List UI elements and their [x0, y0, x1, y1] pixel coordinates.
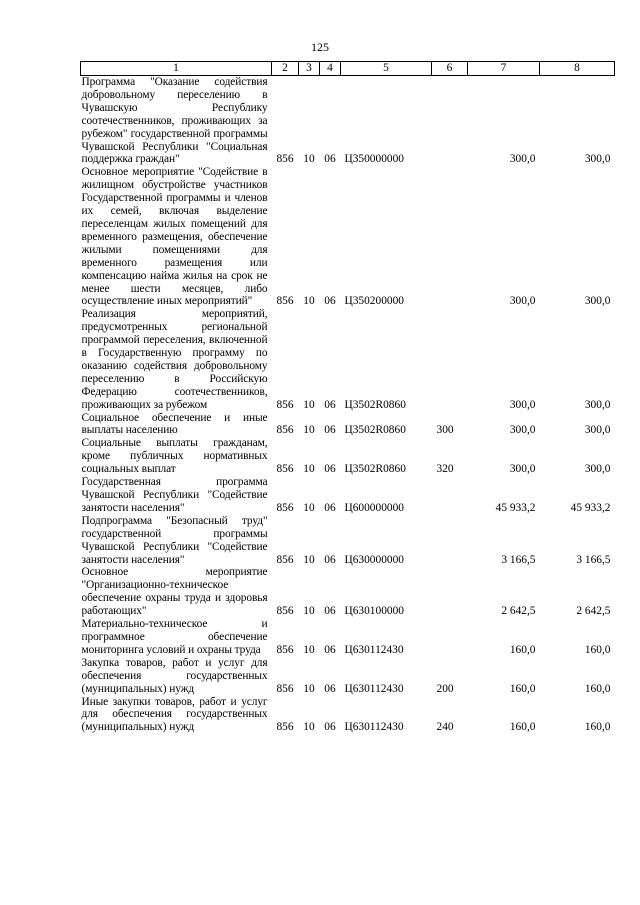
row-section-code: 10: [303, 721, 315, 734]
table-row: [81, 76, 615, 167]
row-section-code: 10: [303, 605, 315, 618]
row-subsection-code: 06: [324, 501, 336, 514]
header-col-6: 6: [432, 62, 468, 76]
row-ministry-code: 856: [276, 721, 294, 734]
row-subsection-code: 06: [324, 398, 336, 411]
row-target-article: Ц3502R0860: [344, 463, 406, 476]
header-col-3: 3: [299, 62, 320, 76]
row-name: Основное мероприятие "Организационно-техническое обеспечение охраны труда и здоровья работающих": [81, 566, 268, 618]
row-name: Реализация мероприятий, предусмотренных региональной программой переселения, включенной в Государственную программу по оказанию содействия добровольному переселению в Российскую Федерацию соотечественников, проживающих за рубежом: [81, 308, 268, 411]
row-sum-year-1: 300,0: [509, 424, 536, 437]
row-expense-type: [432, 76, 468, 167]
table-row: [81, 515, 615, 567]
row-expense-type: [432, 515, 468, 567]
row-sum-year-1: 300,0: [509, 153, 536, 166]
row-name: Основное мероприятие "Содействие в жилищном обустройстве участников Государственной программы и членов их семей, включая выделение переселенцам жилых помещений для временного размещения, обеспечение жилыми помещениями для временного размещения или компенсацию найма жилья на срок не менее шести месяцев, либо осуществление иных мероприятий": [81, 166, 268, 308]
row-target-article: Ц3502R0860: [344, 398, 406, 411]
row-target-article: Ц350200000: [344, 295, 404, 308]
row-ministry-code: 856: [276, 463, 294, 476]
row-ministry-code: 856: [276, 295, 294, 308]
row-subsection-code: 06: [324, 682, 336, 695]
row-section-code: 10: [303, 424, 315, 437]
row-name: Социальные выплаты гражданам, кроме публичных нормативных социальных выплат: [81, 437, 268, 476]
row-name: Иные закупки товаров, работ и услуг для обеспечения государственных (муниципальных) нужд: [81, 695, 268, 734]
row-name: Программа "Оказание содействия добровольному переселению в Чувашскую Республику соотечественников, проживающих за рубежом" государственной программы Чувашской Республики "Социальная поддержка граждан": [81, 76, 268, 166]
row-section-code: 10: [303, 553, 315, 566]
row-section-code: 10: [303, 682, 315, 695]
row-sum-year-1: 160,0: [509, 682, 536, 695]
row-sum-year-2: 2 642,5: [576, 605, 611, 618]
row-section-code: 10: [303, 295, 315, 308]
row-ministry-code: 856: [276, 643, 294, 656]
row-section-code: 10: [303, 398, 315, 411]
row-section-code: 10: [303, 153, 315, 166]
row-name: Государственная программа Чувашской Республики "Содействие занятости населения": [81, 476, 268, 514]
header-col-7: 7: [468, 62, 540, 76]
row-target-article: Ц630000000: [344, 553, 404, 566]
row-subsection-code: 06: [324, 721, 336, 734]
table-row: [81, 657, 615, 696]
row-target-article: Ц630100000: [344, 605, 404, 618]
header-col-5: 5: [341, 62, 432, 76]
row-sum-year-1: 45 933,2: [495, 501, 536, 514]
row-sum-year-1: 2 642,5: [501, 605, 536, 618]
row-expense-type: 300: [436, 424, 454, 437]
row-target-article: Ц630112430: [344, 643, 404, 656]
row-sum-year-2: 300,0: [584, 424, 611, 437]
row-section-code: 10: [303, 501, 315, 514]
table-header-row: [81, 62, 615, 76]
row-subsection-code: 06: [324, 295, 336, 308]
row-sum-year-2: 300,0: [584, 463, 611, 476]
row-expense-type: [432, 166, 468, 308]
table-row: [81, 566, 615, 618]
row-target-article: Ц630112430: [344, 682, 404, 695]
row-ministry-code: 856: [276, 605, 294, 618]
row-ministry-code: 856: [276, 553, 294, 566]
row-target-article: Ц3502R0860: [344, 424, 406, 437]
page-number: 125: [311, 40, 329, 54]
row-name: Закупка товаров, работ и услуг для обеспечения государственных (муниципальных) нужд: [81, 656, 268, 695]
table-row: [81, 308, 615, 411]
row-expense-type: 320: [436, 463, 454, 476]
row-name: Социальное обеспечение и иные выплаты населению: [81, 411, 268, 437]
row-expense-type: 240: [436, 721, 454, 734]
table-row: [81, 412, 615, 438]
row-sum-year-1: 300,0: [509, 463, 536, 476]
row-name: Подпрограмма "Безопасный труд" государственной программы Чувашской Республики "Содействие занятости населения": [81, 514, 268, 566]
row-sum-year-2: 300,0: [584, 295, 611, 308]
row-sum-year-2: 160,0: [584, 643, 611, 656]
row-ministry-code: 856: [276, 398, 294, 411]
row-sum-year-2: 300,0: [584, 398, 611, 411]
table-row: [81, 166, 615, 308]
row-sum-year-1: 3 166,5: [501, 553, 536, 566]
row-expense-type: [432, 308, 468, 411]
row-ministry-code: 856: [276, 501, 294, 514]
row-ministry-code: 856: [276, 424, 294, 437]
row-sum-year-1: 300,0: [509, 295, 536, 308]
row-target-article: Ц600000000: [344, 501, 404, 514]
header-col-2: 2: [272, 62, 299, 76]
row-target-article: Ц350000000: [344, 153, 404, 166]
row-subsection-code: 06: [324, 643, 336, 656]
table-row: [81, 696, 615, 735]
header-col-1: 1: [81, 62, 272, 76]
table-row: [81, 618, 615, 657]
row-sum-year-2: 160,0: [584, 721, 611, 734]
row-sum-year-1: 160,0: [509, 643, 536, 656]
row-expense-type: [432, 618, 468, 657]
table-row: [81, 476, 615, 515]
row-sum-year-2: 45 933,2: [570, 501, 611, 514]
row-target-article: Ц630112430: [344, 721, 404, 734]
row-subsection-code: 06: [324, 463, 336, 476]
row-section-code: 10: [303, 643, 315, 656]
header-col-4: 4: [320, 62, 341, 76]
row-expense-type: [432, 566, 468, 618]
row-name: Материально-техническое и программное обеспечение мониторинга условий и охраны труда: [81, 618, 268, 656]
row-sum-year-1: 160,0: [509, 721, 536, 734]
table-row: [81, 437, 615, 476]
row-subsection-code: 06: [324, 605, 336, 618]
row-section-code: 10: [303, 463, 315, 476]
row-sum-year-2: 160,0: [584, 682, 611, 695]
row-subsection-code: 06: [324, 153, 336, 166]
row-expense-type: 200: [436, 682, 454, 695]
row-subsection-code: 06: [324, 424, 336, 437]
row-subsection-code: 06: [324, 553, 336, 566]
row-sum-year-1: 300,0: [509, 398, 536, 411]
row-sum-year-2: 300,0: [584, 153, 611, 166]
header-col-8: 8: [540, 62, 615, 76]
row-expense-type: [432, 476, 468, 515]
row-sum-year-2: 3 166,5: [576, 553, 611, 566]
row-ministry-code: 856: [276, 682, 294, 695]
budget-table: [80, 61, 615, 734]
row-ministry-code: 856: [276, 153, 294, 166]
